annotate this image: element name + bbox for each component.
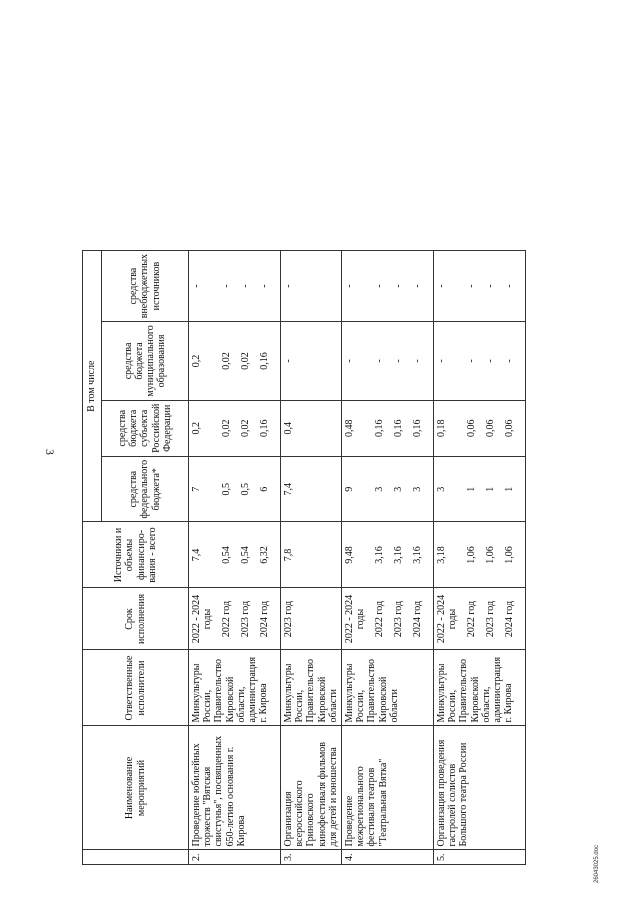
row-extra	[341, 250, 433, 321]
subject-cell: 0,02	[240, 419, 251, 438]
total-cell: 3,16	[392, 546, 404, 564]
term-cell: 2024 год	[259, 600, 270, 638]
extra-cell: -	[343, 284, 355, 288]
term-cell: 2022 - 2024 годы	[435, 594, 459, 644]
header-row-1	[83, 250, 102, 864]
total-cell: 9,48	[343, 546, 355, 564]
federal-cell: 1	[465, 486, 477, 492]
row-terms	[341, 588, 433, 650]
row-num: 4.	[341, 850, 433, 865]
row-name: Проведение юбилейных торжеств "Вятская свистунья", посвященных 650-летию основания г. Кирова	[189, 726, 281, 850]
municipal-cell: -	[484, 359, 496, 363]
subject-cell: 0,18	[435, 419, 447, 438]
extra-cell: -	[435, 284, 447, 288]
extra-cell: -	[240, 284, 251, 288]
total-cell: 0,54	[240, 546, 251, 564]
municipal-cell: -	[392, 359, 404, 363]
federal-cell: 1	[503, 486, 515, 492]
row-name: Организация всероссийского Гриновского кинофестиваля фильмов для детей и юношества	[281, 726, 342, 850]
municipal-cell: -	[411, 359, 423, 363]
row-subject	[189, 400, 281, 456]
header-total: Источники и объемы финансиро-вания - всего	[83, 522, 189, 588]
table-row	[281, 250, 342, 864]
header-extra: средства внебюджетных источников	[102, 250, 189, 321]
row-federal	[189, 456, 281, 522]
row-municipal	[433, 322, 525, 400]
municipal-cell: -	[283, 359, 294, 363]
row-totals	[341, 522, 433, 588]
federal-cell: 1	[484, 486, 496, 492]
row-municipal	[189, 322, 281, 400]
term-cell: 2023 год	[240, 600, 251, 638]
total-cell: 6,32	[259, 546, 270, 564]
row-federal	[281, 456, 342, 522]
term-cell: 2023 год	[283, 600, 294, 638]
header-term: Срок исполнения	[83, 588, 189, 650]
row-subject	[433, 400, 525, 456]
row-federal	[433, 456, 525, 522]
federal-cell: 7,4	[283, 482, 294, 496]
row-executors: Минкультуры России, Правительство Кировской области	[341, 650, 433, 726]
federal-cell: 3	[373, 486, 385, 492]
term-cell: 2022 год	[465, 600, 477, 638]
total-cell: 3,16	[373, 546, 385, 564]
subject-cell: 0,02	[221, 419, 232, 438]
total-cell: 7,8	[283, 548, 294, 562]
municipal-cell: -	[435, 359, 447, 363]
federal-cell: 0,5	[240, 482, 251, 496]
municipal-cell: -	[343, 359, 355, 363]
extra-cell: -	[283, 284, 294, 288]
table-row	[433, 250, 525, 864]
subject-cell: 0,4	[283, 422, 294, 435]
federal-cell: 6	[259, 486, 270, 492]
total-cell: 1,06	[465, 546, 477, 564]
subject-cell: 0,06	[465, 419, 477, 438]
row-name: Организация проведения гастролей солистов Большого театра России	[433, 726, 525, 850]
header-name: Наименование мероприятий	[83, 726, 189, 850]
subject-cell: 0,48	[343, 419, 355, 438]
row-extra	[281, 250, 342, 321]
term-cell: 2022 - 2024 годы	[343, 594, 367, 644]
extra-cell: -	[259, 284, 270, 288]
row-federal	[341, 456, 433, 522]
extra-cell: -	[465, 284, 477, 288]
extra-cell: -	[503, 284, 515, 288]
term-cell: 2024 год	[411, 600, 423, 638]
row-subject	[341, 400, 433, 456]
header-executors: Ответственные исполнители	[83, 650, 189, 726]
row-totals	[189, 522, 281, 588]
total-cell: 7,4	[191, 548, 202, 562]
header-municipal: средства бюджета муниципального образования	[102, 322, 189, 400]
row-executors: Минкультуры России, Правительство Кировской области, администрация г. Кирова	[433, 650, 525, 726]
term-cell: 2022 - 2024 годы	[191, 594, 214, 644]
municipal-cell: 0,02	[221, 352, 232, 370]
row-totals	[433, 522, 525, 588]
measures-table	[82, 250, 526, 865]
extra-cell: -	[191, 284, 202, 288]
total-cell: 1,06	[484, 546, 496, 564]
subject-cell: 0,06	[484, 419, 496, 438]
extra-cell: -	[484, 284, 496, 288]
document-id: 26043025.doc	[594, 844, 600, 883]
row-municipal	[341, 322, 433, 400]
federal-cell: 9	[343, 486, 355, 492]
municipal-cell: 0,16	[259, 352, 270, 370]
table-row	[189, 250, 281, 864]
row-num: 5.	[433, 850, 525, 865]
row-executors: Минкультуры России, Правительство Кировской области, администрация г. Кирова	[189, 650, 281, 726]
header-subject: средства бюджета субъекта Российской Федерации	[102, 400, 189, 456]
table-row	[341, 250, 433, 864]
term-cell: 2022 год	[373, 600, 385, 638]
subject-cell: 0,06	[503, 419, 515, 438]
total-cell: 0,54	[221, 546, 232, 564]
row-executors: Минкультуры России, Правительство Кировской области	[281, 650, 342, 726]
header-including: В том числе	[83, 250, 102, 522]
row-num: 3.	[281, 850, 342, 865]
extra-cell: -	[392, 284, 404, 288]
extra-cell: -	[373, 284, 385, 288]
extra-cell: -	[221, 284, 232, 288]
row-terms	[433, 588, 525, 650]
row-totals	[281, 522, 342, 588]
federal-cell: 0,5	[221, 482, 232, 496]
term-cell: 2024 год	[503, 600, 515, 638]
subject-cell: 0,16	[259, 419, 270, 438]
municipal-cell: -	[373, 359, 385, 363]
municipal-cell: -	[503, 359, 515, 363]
federal-cell: 3	[411, 486, 423, 492]
subject-cell: 0,16	[392, 419, 404, 438]
municipal-cell: 0,2	[191, 354, 202, 368]
total-cell: 1,06	[503, 546, 515, 564]
municipal-cell: -	[465, 359, 477, 363]
row-name: Проведение межрегионального фестиваля театров "Театральная Вятка"	[341, 726, 433, 850]
table-body	[189, 250, 526, 864]
extra-cell: -	[411, 284, 423, 288]
term-cell: 2023 год	[392, 600, 404, 638]
term-cell: 2023 год	[484, 600, 496, 638]
row-terms	[189, 588, 281, 650]
municipal-cell: 0,02	[240, 352, 251, 370]
row-extra	[433, 250, 525, 321]
row-num: 2.	[189, 850, 281, 865]
subject-cell: 0,16	[373, 419, 385, 438]
subject-cell: 0,16	[411, 419, 423, 438]
total-cell: 3,16	[411, 546, 423, 564]
header-federal: средства федерального бюджета*	[102, 456, 189, 522]
row-extra	[189, 250, 281, 321]
row-municipal	[281, 322, 342, 400]
row-subject	[281, 400, 342, 456]
header-num	[83, 850, 189, 865]
row-terms	[281, 588, 342, 650]
federal-cell: 3	[435, 486, 447, 492]
total-cell: 3,18	[435, 546, 447, 564]
federal-cell: 7	[191, 486, 202, 492]
term-cell: 2022 год	[221, 600, 232, 638]
page-number: 3	[43, 449, 57, 455]
federal-cell: 3	[392, 486, 404, 492]
subject-cell: 0,2	[191, 422, 202, 435]
